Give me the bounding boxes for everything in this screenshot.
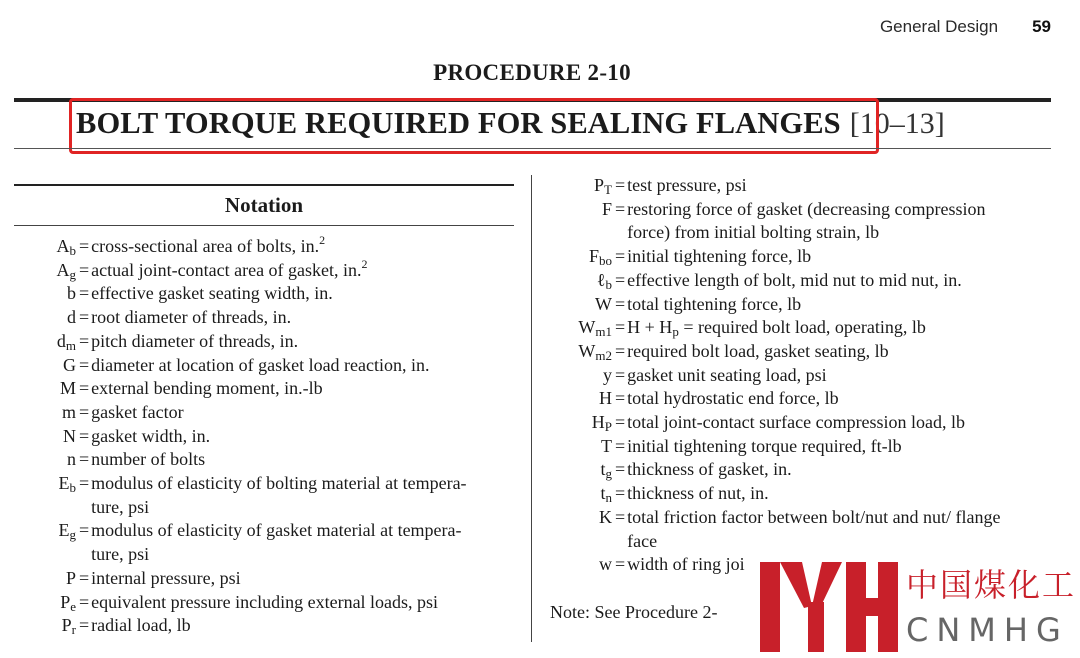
notation-entry — [540, 174, 1055, 198]
column-divider — [531, 175, 532, 642]
symbol-letter: H — [591, 412, 605, 433]
definition-text: number of bolts — [91, 449, 206, 470]
equals-sign: = — [615, 412, 626, 433]
definition — [627, 411, 1055, 435]
symbol — [540, 245, 612, 269]
symbol-spacer — [14, 543, 76, 567]
symbol — [14, 354, 76, 378]
notation-entry — [540, 364, 1055, 388]
definition-text: thickness of gasket, in. — [627, 459, 792, 480]
definition — [91, 235, 520, 259]
definition — [91, 567, 520, 591]
symbol — [540, 387, 612, 411]
symbol — [14, 519, 76, 543]
definition — [627, 340, 1055, 364]
symbol — [540, 506, 612, 530]
symbol — [540, 269, 612, 293]
equals-sign: = — [79, 307, 90, 328]
symbol-subscript: e — [70, 598, 76, 614]
symbol-letter: G — [63, 354, 76, 375]
definition-text: gasket unit seating load, psi — [627, 364, 827, 385]
definition-text: thickness of nut, in. — [627, 483, 769, 504]
definition-text-rest: = required bolt load, operating, lb — [678, 317, 926, 338]
symbol-letter: P — [65, 567, 76, 588]
notation-entry — [14, 306, 520, 330]
page-number: 59 — [1032, 17, 1051, 36]
definition — [91, 472, 520, 496]
procedure-number: PROCEDURE 2-10 — [433, 60, 631, 85]
symbol-letter: ℓ — [596, 269, 606, 290]
notation-entry — [540, 411, 1055, 435]
symbol-letter: P — [594, 175, 605, 195]
symbol — [14, 235, 76, 259]
notation-heading: Notation — [224, 193, 304, 217]
symbol-subscript: b — [69, 243, 76, 258]
definition — [627, 506, 1055, 530]
symbol-letter: W — [578, 340, 596, 361]
equals-sign: = — [615, 317, 626, 338]
symbol-letter: A — [56, 236, 70, 256]
notation-entry — [540, 387, 1055, 411]
notation-entry-continuation — [540, 221, 1055, 245]
symbol-letter: H — [599, 388, 612, 409]
equals-sign: = — [615, 506, 626, 527]
symbol-letter: F — [588, 246, 599, 267]
symbol — [14, 377, 76, 401]
equals-sign: = — [615, 340, 626, 361]
notation-entry — [14, 591, 520, 615]
symbol-subscript: b — [605, 276, 612, 292]
symbol-letter: M — [59, 378, 76, 399]
notation-entry — [14, 377, 520, 401]
notation-entry — [540, 506, 1055, 530]
equals-sign: = — [615, 554, 626, 575]
symbol-subscript: m2 — [595, 347, 612, 363]
symbol-letter: m — [61, 401, 76, 422]
symbol-letter: K — [599, 506, 612, 527]
notation-entry — [540, 269, 1055, 293]
running-header — [880, 17, 1051, 37]
notation-entry — [540, 340, 1055, 364]
symbol-letter: F — [601, 198, 612, 219]
symbol — [540, 198, 612, 222]
equals-sign: = — [615, 483, 626, 504]
symbol-letter: d — [67, 307, 76, 328]
symbol — [540, 482, 612, 506]
definition-superscript: 2 — [319, 233, 326, 247]
equals-sign: = — [615, 435, 626, 456]
notation-entry — [540, 316, 1055, 340]
equals-sign: = — [79, 236, 90, 256]
definition-text: radial load, lb — [91, 615, 191, 636]
symbol-letter: P — [60, 591, 71, 612]
definition — [91, 591, 520, 615]
definition — [627, 316, 1055, 340]
notation-entry — [540, 198, 1055, 222]
symbol-subscript: m1 — [595, 324, 612, 340]
definition-text: diameter at location of gasket load reaction, in. — [91, 354, 430, 375]
symbol — [540, 435, 612, 459]
symbol — [14, 306, 76, 330]
definition — [627, 435, 1055, 459]
notation-entry-continuation — [14, 496, 520, 520]
symbol — [540, 174, 612, 198]
definition — [91, 614, 520, 638]
symbol — [14, 614, 76, 638]
equals-sign: = — [79, 615, 90, 636]
definition — [627, 458, 1055, 482]
definition-text: width of ring joi — [627, 554, 745, 575]
definition-text: internal pressure, psi — [91, 567, 241, 588]
equals-sign: = — [615, 364, 626, 385]
definition — [627, 269, 1055, 293]
definition-text: gasket factor — [91, 401, 184, 422]
symbol-subscript: r — [71, 622, 76, 638]
definition — [627, 198, 1055, 222]
symbol — [540, 411, 612, 435]
equals-sign: = — [79, 567, 90, 588]
symbol — [14, 282, 76, 306]
symbol-letter: b — [67, 283, 76, 304]
watermark-latin-text: CNMHG — [906, 611, 1069, 649]
symbol — [14, 448, 76, 472]
definition-superscript: 2 — [361, 256, 368, 271]
symbol — [540, 293, 612, 317]
section-name: General Design — [879, 17, 999, 36]
notation-bottom-rule — [14, 225, 514, 226]
notation-entry — [14, 425, 520, 449]
notation-list-right — [540, 174, 1055, 577]
definition-text: modulus of elasticity of gasket material at tempera- — [91, 520, 462, 541]
symbol-subscript: g — [69, 527, 76, 543]
definition-text: total friction factor between bolt/nut and nut/ flange — [627, 506, 1001, 527]
definition — [91, 330, 520, 354]
definition-text: H + H — [627, 317, 673, 338]
definition-text: actual joint-contact area of gasket, in. — [91, 259, 362, 280]
definition — [91, 425, 520, 449]
notation-entry — [540, 293, 1055, 317]
symbol-subscript: g — [69, 266, 76, 282]
notation-entry-continuation — [540, 530, 1055, 554]
equals-sign: = — [79, 449, 90, 470]
symbol — [540, 364, 612, 388]
definition-continuation: ture, psi — [91, 496, 150, 517]
symbol-subscript: m — [65, 337, 76, 353]
definition-text: gasket width, in. — [91, 425, 211, 446]
definition — [627, 482, 1055, 506]
notation-entry — [540, 245, 1055, 269]
symbol-letter: w — [599, 554, 612, 575]
notation-entry — [14, 354, 520, 378]
definition — [627, 387, 1055, 411]
definition — [627, 174, 1055, 198]
definition-text: pitch diameter of threads, in. — [91, 330, 299, 351]
definition-continuation: force) from initial bolting strain, lb — [627, 222, 880, 243]
equals-sign: = — [79, 401, 90, 422]
symbol-letter: n — [67, 449, 76, 470]
notation-entry — [14, 235, 520, 259]
definition — [91, 306, 520, 330]
symbol — [540, 316, 612, 340]
symbol-letter: T — [601, 435, 612, 456]
symbol-letter: W — [578, 317, 596, 338]
definition — [91, 354, 520, 378]
notation-entry — [540, 458, 1055, 482]
symbol-letter: d — [56, 330, 66, 351]
symbol — [540, 553, 612, 577]
symbol-letter: t — [600, 483, 606, 504]
definition-text: initial tightening torque required, ft-lb — [627, 435, 902, 456]
notation-entry — [14, 401, 520, 425]
definition-text: test pressure, psi — [627, 175, 747, 195]
symbol-spacer — [14, 496, 76, 520]
definition-text: total tightening force, lb — [627, 293, 802, 314]
symbol-letter: y — [603, 364, 612, 385]
symbol-subscript: T — [604, 182, 612, 197]
equals-sign: = — [79, 425, 90, 446]
definition — [627, 245, 1055, 269]
equals-sign: = — [615, 175, 626, 195]
symbol — [14, 425, 76, 449]
definition — [91, 377, 520, 401]
equals-sign: = — [615, 293, 626, 314]
notation-entry — [540, 482, 1055, 506]
symbol-letter: A — [56, 259, 70, 280]
procedure-note: Note: See Procedure 2- — [550, 602, 718, 622]
definition-text: total joint-contact surface compression load, lb — [627, 412, 966, 433]
equals-sign: = — [79, 520, 90, 541]
symbol-subscript: P — [604, 419, 612, 435]
notation-entry — [14, 448, 520, 472]
notation-entry — [14, 567, 520, 591]
symbol-letter: W — [595, 293, 612, 314]
equals-sign: = — [79, 473, 90, 494]
equals-sign: = — [79, 591, 90, 612]
symbol-subscript: bo — [599, 253, 612, 269]
notation-entry — [14, 519, 520, 543]
symbol-spacer — [540, 221, 612, 245]
equals-sign: = — [79, 259, 90, 280]
symbol-subscript: n — [605, 490, 612, 506]
definition-text: root diameter of threads, in. — [91, 307, 292, 328]
symbol-subscript: b — [69, 480, 76, 496]
equals-sign: = — [615, 388, 626, 409]
definition — [91, 256, 520, 283]
symbol-letter: N — [63, 425, 76, 446]
title-bottom-rule — [14, 148, 1051, 149]
definition — [627, 364, 1055, 388]
symbol — [14, 472, 76, 496]
notation-list-left — [14, 235, 520, 638]
symbol-letter: P — [61, 615, 72, 636]
definition-text: total hydrostatic end force, lb — [627, 388, 839, 409]
definition-continuation: face — [627, 530, 658, 551]
symbol-letter: E — [58, 520, 70, 541]
symbol — [14, 401, 76, 425]
definition-text: effective gasket seating width, in. — [91, 283, 333, 304]
symbol-spacer — [540, 530, 612, 554]
symbol-subscript: g — [605, 466, 612, 482]
notation-entry — [14, 282, 520, 306]
equals-sign: = — [615, 198, 626, 219]
notation-entry — [14, 256, 520, 283]
symbol-letter: t — [600, 459, 606, 480]
equals-sign: = — [615, 269, 626, 290]
definition-text: restoring force of gasket (decreasing compression — [627, 198, 986, 219]
equals-sign: = — [79, 354, 90, 375]
definition-text: external bending moment, in.-lb — [91, 378, 323, 399]
definition — [91, 282, 520, 306]
symbol — [14, 330, 76, 354]
equals-sign: = — [615, 459, 626, 480]
title-highlight-box — [69, 98, 879, 154]
notation-entry — [540, 435, 1055, 459]
definition-text: required bolt load, gasket seating, lb — [627, 340, 889, 361]
definition-subscript: p — [672, 324, 679, 340]
symbol — [14, 591, 76, 615]
notation-entry — [14, 614, 520, 638]
notation-entry-continuation — [14, 543, 520, 567]
equals-sign: = — [79, 330, 90, 351]
definition — [91, 519, 520, 543]
definition — [627, 293, 1055, 317]
notation-entry — [14, 472, 520, 496]
symbol-letter: E — [58, 473, 70, 494]
definition-text: initial tightening force, lb — [627, 246, 812, 267]
notation-top-rule — [14, 184, 514, 186]
symbol — [14, 259, 76, 283]
definition-continuation: ture, psi — [91, 544, 150, 565]
symbol — [540, 340, 612, 364]
notation-entry — [14, 330, 520, 354]
definition-text: equivalent pressure including external loads, psi — [91, 591, 439, 612]
symbol — [14, 567, 76, 591]
procedure-title: BOLT TORQUE REQUIRED FOR SEALING FLANGES — [76, 106, 841, 140]
definition — [91, 448, 520, 472]
definition-text: modulus of elasticity of bolting material at tempera- — [91, 473, 467, 494]
equals-sign: = — [615, 246, 626, 267]
reference-range: [10–13] — [849, 107, 945, 140]
definition-text: cross-sectional area of bolts, in. — [91, 236, 320, 256]
symbol — [540, 458, 612, 482]
equals-sign: = — [79, 283, 90, 304]
definition-text: effective length of bolt, mid nut to mid nut, in. — [627, 269, 962, 290]
watermark-chinese-text: 中国煤化工 — [906, 566, 1077, 604]
equals-sign: = — [79, 378, 90, 399]
definition — [91, 401, 520, 425]
